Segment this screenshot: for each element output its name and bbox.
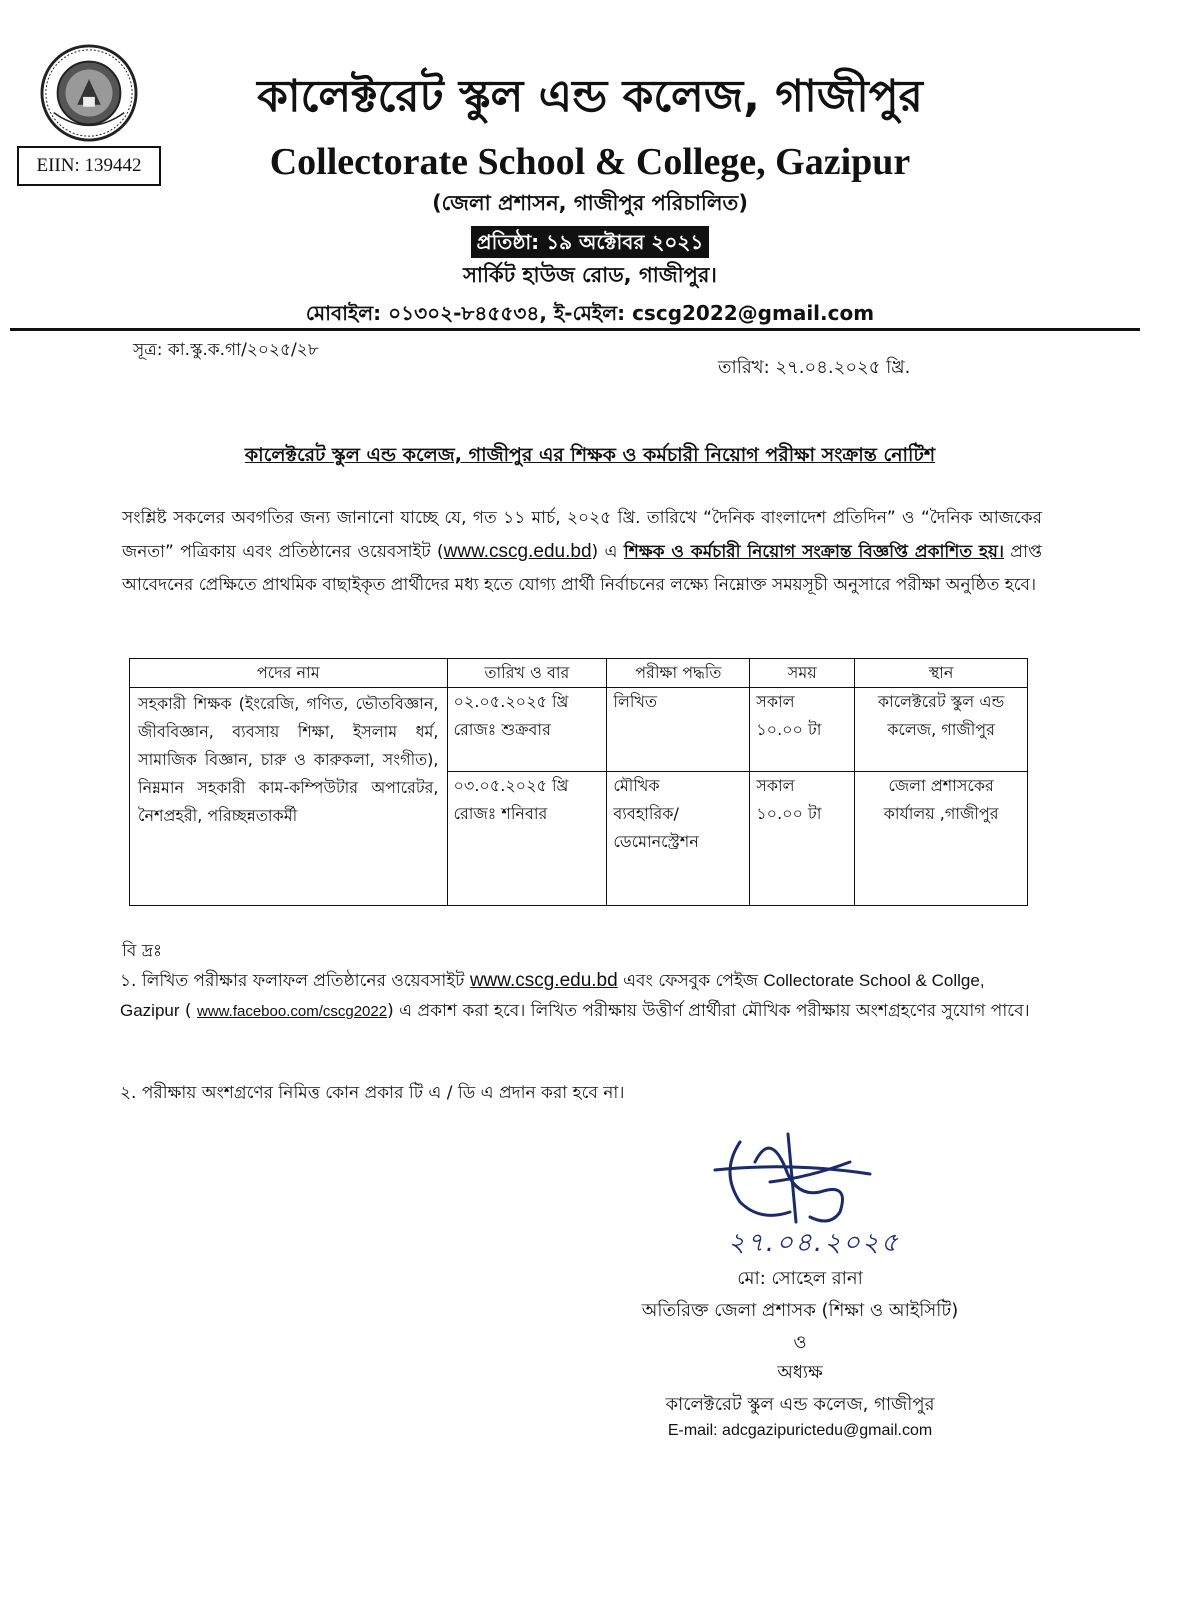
table-header: তারিখ ও বার bbox=[447, 659, 607, 688]
signatory-email: E-mail: adcgazipurictedu@gmail.com bbox=[667, 1422, 933, 1439]
notes-heading: বি দ্রঃ bbox=[122, 941, 163, 961]
body-text-2: ) এ bbox=[591, 542, 624, 562]
time-cell bbox=[750, 772, 855, 906]
signatory-designation-2: অধ্যক্ষ bbox=[777, 1362, 823, 1383]
note-1-text-c: ( bbox=[179, 1001, 197, 1021]
body-highlight: শিক্ষক ও কর্মচারী নিয়োগ সংক্রান্ত বিজ্ঞপ্তি প্রকাশিত হয়। bbox=[623, 542, 1005, 562]
signatory-institution: কালেক্টরেট স্কুল এন্ড কলেজ, গাজীপুর bbox=[665, 1394, 935, 1415]
exam-time: ১০.০০ টা bbox=[756, 720, 822, 739]
founded-badge: প্রতিষ্ঠা: ১৯ অক্টোবর ২০২১ bbox=[471, 226, 710, 258]
place-cell bbox=[855, 688, 1028, 772]
signatory-and: ও bbox=[793, 1332, 807, 1353]
institution-title-bn: কালেক্টরেট স্কুল এন্ড কলেজ, গাজীপুর bbox=[257, 71, 923, 122]
signatory-designation-1: অতিরিক্ত জেলা প্রশাসক (শিক্ষা ও আইসিটি) bbox=[641, 1300, 959, 1321]
eiin-box: EIIN: 139442 bbox=[17, 146, 161, 186]
note-1-text-b: এবং ফেসবুক পেইজ bbox=[617, 971, 764, 991]
method-cell bbox=[607, 688, 750, 772]
website-link[interactable]: www.cscg.edu.bd bbox=[443, 541, 592, 562]
exam-time: ১০.০০ টা bbox=[756, 804, 822, 823]
facebook-page-name: Collectorate School & Collge, Gazipur bbox=[120, 971, 985, 1020]
exam-method-line3: ডেমোনস্ট্রেশন bbox=[613, 832, 699, 851]
header-divider bbox=[10, 328, 1140, 331]
table-header: স্থান bbox=[855, 659, 1028, 688]
exam-schedule-table bbox=[129, 658, 1028, 906]
address: সার্কিট হাউজ রোড, গাজীপুর। bbox=[463, 263, 717, 287]
table-header-row bbox=[130, 659, 1028, 688]
notice-title: কালেক্টরেট স্কুল এন্ড কলেজ, গাজীপুর এর শিক্ষক ও কর্মচারী নিয়োগ পরীক্ষা সংক্রান্ত নোটিশ bbox=[244, 444, 936, 466]
note-2: ২. পরীক্ষায় অংশগ্রণের নিমিত্ত কোন প্রকার টি এ / ডি এ প্রদান করা হবে না। bbox=[120, 1083, 625, 1103]
exam-method: লিখিত bbox=[613, 692, 657, 711]
body-text-3: প্রাপ্ত আবেদনের প্রেক্ষিতে প্রাথমিক বাছাইকৃত প্রার্থীদের মধ্য হতে যোগ্য প্রার্থী নির্বাচনের লক্ষ্যে নিম্নোক্ত সময়সূচী অনুসারে পরীক্ষা অনুষ্ঠিত হবে। bbox=[122, 542, 1043, 595]
date-cell bbox=[447, 772, 607, 906]
exam-method-line2: ব্যবহারিক/ bbox=[613, 804, 679, 823]
note-1-text-a: ১. লিখিত পরীক্ষার ফলাফল প্রতিষ্ঠানের ওয়েবসাইট bbox=[120, 971, 470, 991]
exam-day: রোজঃ শুক্রবার bbox=[453, 720, 551, 739]
notice-body bbox=[122, 502, 1042, 602]
place-cell bbox=[855, 772, 1028, 906]
body-text-1: সংশ্লিষ্ট সকলের অবগতির জন্য জানানো যাচ্ছে যে, গত ১১ মার্চ, ২০২৫ খ্রি. তারিখে “দৈনিক বাংলাদেশ প্রতিদিন” ও “দৈনিক আজকের জনতা” পত্রিকায় এবং প্রতিষ্ঠানের ওয়েবসাইট ( bbox=[122, 508, 1042, 562]
exam-time-label: সকাল bbox=[756, 692, 795, 711]
exam-method: মৌখিক bbox=[613, 776, 660, 795]
exam-date: ০৩.০৫.২০২৫ খ্রি bbox=[453, 776, 569, 795]
exam-day: রোজঃ শনিবার bbox=[453, 804, 548, 823]
signatory-name: মো: সোহেল রানা bbox=[737, 1268, 863, 1289]
exam-place-line1: কালেক্টরেট স্কুল এন্ড bbox=[877, 692, 1005, 711]
table-header: পরীক্ষা পদ্ধতি bbox=[607, 659, 750, 688]
method-cell bbox=[607, 772, 750, 906]
table-header: সময় bbox=[750, 659, 855, 688]
time-cell bbox=[750, 688, 855, 772]
note-1 bbox=[120, 966, 1040, 1027]
exam-place-line1: জেলা প্রশাসকের bbox=[888, 776, 994, 795]
school-logo bbox=[40, 44, 138, 142]
note-website-link[interactable]: www.cscg.edu.bd bbox=[469, 970, 618, 991]
note-1-text-d: ) এ প্রকাশ করা হবে। লিখিত পরীক্ষায় উত্তীর্ণ প্রার্থীরা মৌখিক পরীক্ষায় অংশগ্রহণের সুযোগ পাবে। bbox=[387, 1001, 1030, 1021]
date-cell bbox=[447, 688, 607, 772]
table-header: পদের নাম bbox=[130, 659, 448, 688]
notice-date: তারিখ: ২৭.০৪.২০২৫ খ্রি. bbox=[718, 357, 911, 378]
managed-by: (জেলা প্রশাসন, গাজীপুর পরিচালিত) bbox=[432, 191, 748, 215]
institution-title-en: Collectorate School & College, Gazipur bbox=[269, 141, 911, 183]
reference-number: সূত্র: কা.স্কু.ক.গা/২০২৫/২৮ bbox=[133, 340, 319, 360]
exam-date: ০২.০৫.২০২৫ খ্রি bbox=[453, 692, 569, 711]
signature-date: ২৭.০৪.২০২৫ bbox=[728, 1228, 900, 1258]
facebook-link[interactable]: www.faceboo.com/cscg2022 bbox=[196, 1003, 388, 1020]
founded-wrap bbox=[190, 226, 990, 258]
exam-place-line2: কলেজ, গাজীপুর bbox=[887, 720, 995, 739]
exam-time-label: সকাল bbox=[756, 776, 795, 795]
posts-cell: সহকারী শিক্ষক (ইংরেজি, গণিত, ভৌতবিজ্ঞান, জীববিজ্ঞান, ব্যবসায় শিক্ষা, ইসলাম ধর্ম, সামাজিক বিজ্ঞান, চারু ও কারুকলা, সংগীত), নিম্নমান সহকারী কাম-কম্পিউটার অপারেটর, নৈশপ্রহরী, পরিচ্ছন্নতাকর্মী bbox=[130, 688, 448, 906]
exam-place-line2: কার্যালয় ,গাজীপুর bbox=[883, 804, 999, 823]
contact-line: মোবাইল: ০১৩০২-৮৪৫৫৩৪, ই-মেইল: cscg2022@gmail.com bbox=[305, 301, 875, 325]
table-row bbox=[130, 688, 1028, 772]
